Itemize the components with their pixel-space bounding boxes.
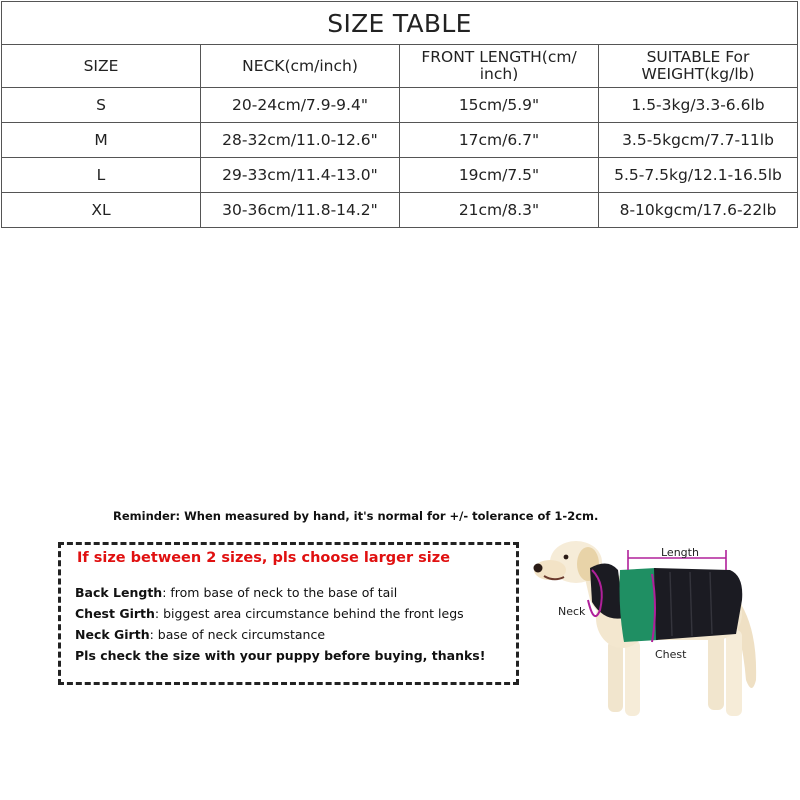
chest-girth-line: [75, 606, 464, 621]
front-length-cell: 21cm/8.3": [400, 193, 599, 228]
chest-label: Chest: [655, 648, 687, 661]
table-title: SIZE TABLE: [2, 2, 798, 45]
back-length-term: Back Length: [75, 585, 163, 600]
size-cell: M: [2, 123, 201, 158]
neck-cell: 29-33cm/11.4-13.0": [201, 158, 400, 193]
sizing-advice-heading: If size between 2 sizes, pls choose larger size: [77, 550, 451, 566]
neck-cell: 28-32cm/11.0-12.6": [201, 123, 400, 158]
front-length-cell: 17cm/6.7": [400, 123, 599, 158]
chest-girth-term: Chest Girth: [75, 606, 155, 621]
size-cell: L: [2, 158, 201, 193]
header-neck: NECK(cm/inch): [201, 45, 400, 88]
size-table: [1, 1, 798, 228]
back-length-desc: : from base of neck to the base of tail: [162, 585, 398, 600]
neck-girth-desc: : base of neck circumstance: [149, 627, 326, 642]
header-size: SIZE: [2, 45, 201, 88]
neck-cell: 30-36cm/11.8-14.2": [201, 193, 400, 228]
header-weight: SUITABLE For WEIGHT(kg/lb): [599, 45, 798, 88]
sizing-note-box: [58, 542, 519, 685]
size-cell: S: [2, 88, 201, 123]
dog-measurement-diagram: [530, 530, 800, 730]
neck-cell: 20-24cm/7.9-9.4": [201, 88, 400, 123]
neck-girth-term: Neck Girth: [75, 627, 150, 642]
header-front-length: FRONT LENGTH(cm/ inch): [400, 45, 599, 88]
front-length-cell: 19cm/7.5": [400, 158, 599, 193]
table-row: [2, 88, 798, 123]
chest-girth-desc: : biggest area circumstance behind the front legs: [154, 606, 464, 621]
back-length-line: [75, 585, 397, 600]
front-length-cell: 15cm/5.9": [400, 88, 599, 123]
neck-girth-line: [75, 627, 325, 642]
weight-cell: 5.5-7.5kg/12.1-16.5lb: [599, 158, 798, 193]
table-row: [2, 123, 798, 158]
size-cell: XL: [2, 193, 201, 228]
weight-cell: 3.5-5kgcm/7.7-11lb: [599, 123, 798, 158]
table-row: [2, 158, 798, 193]
dog-jacket-illustration: [530, 530, 800, 730]
length-label: Length: [661, 546, 699, 559]
closing-advice: Pls check the size with your puppy before buying, thanks!: [75, 648, 486, 663]
weight-cell: 8-10kgcm/17.6-22lb: [599, 193, 798, 228]
weight-cell: 1.5-3kg/3.3-6.6lb: [599, 88, 798, 123]
tolerance-reminder: Reminder: When measured by hand, it's normal for +/- tolerance of 1-2cm.: [113, 509, 599, 523]
table-header-row: [2, 45, 798, 88]
table-row: [2, 193, 798, 228]
neck-label: Neck: [558, 605, 586, 618]
